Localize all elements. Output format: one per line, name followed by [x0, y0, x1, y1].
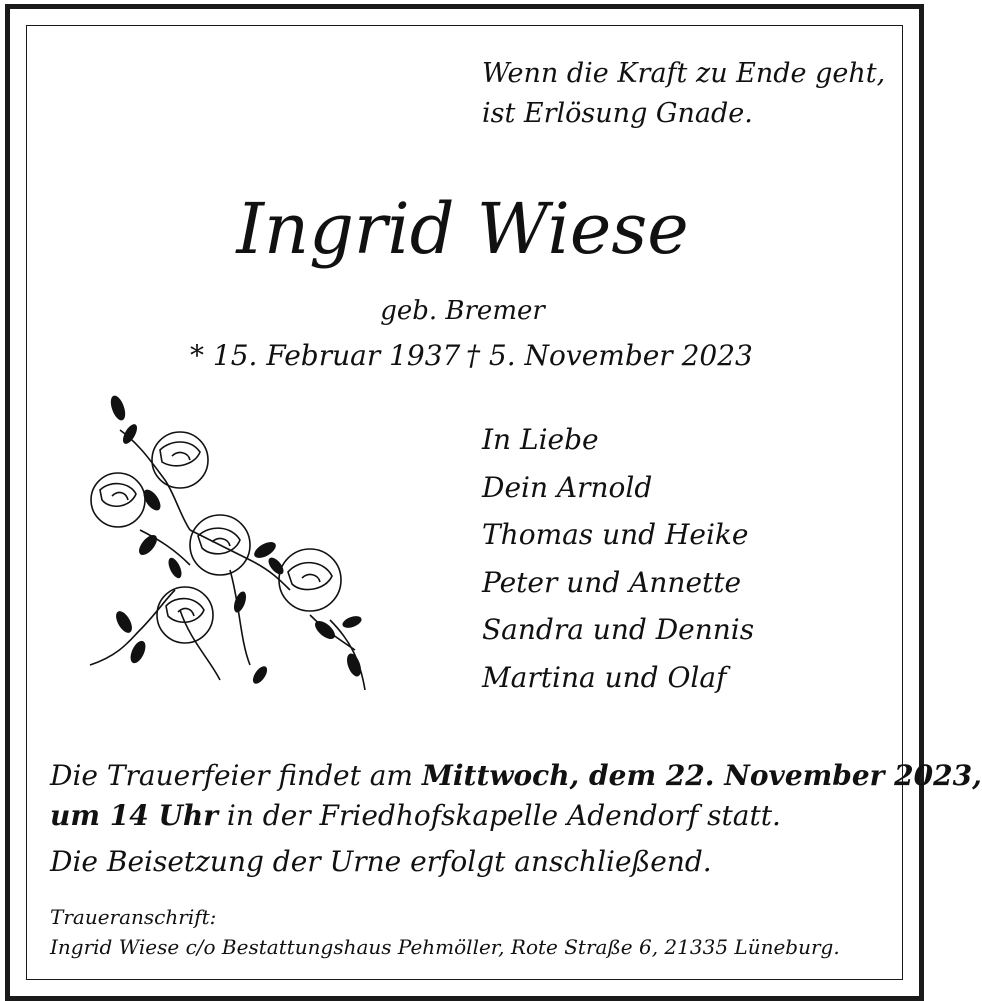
- mourning-address: Ingrid Wiese c/o Bestattungshaus Pehmöller, Rote Straße 6, 21335 Lüneburg.: [50, 935, 840, 959]
- motto-line-2: ist Erlösung Gnade.: [482, 98, 753, 129]
- maiden-name: geb. Bremer: [380, 296, 545, 326]
- deceased-name: Ingrid Wiese: [236, 188, 689, 270]
- mourner-line: Peter und Annette: [482, 565, 742, 599]
- mourner-line: Martina und Olaf: [482, 660, 727, 694]
- mourner-line: Dein Arnold: [482, 470, 653, 504]
- motto-line-1: Wenn die Kraft zu Ende geht,: [482, 58, 886, 89]
- ceremony-line-2: [50, 796, 982, 836]
- mourner-line: Thomas und Heike: [482, 518, 749, 552]
- roses-illustration-icon: [80, 390, 380, 710]
- ceremony-day: Mittwoch, dem 22. November: [421, 759, 885, 792]
- mourner-line: Sandra und Dennis: [482, 613, 755, 647]
- address-label: Traueranschrift:: [50, 905, 217, 929]
- death-date: † 5. November 2023: [466, 339, 753, 372]
- birth-date: * 15. Februar 1937: [190, 339, 461, 372]
- ceremony-time: um 14 Uhr: [50, 799, 218, 832]
- mourner-line: In Liebe: [482, 423, 599, 456]
- ceremony-year: 2023,: [884, 759, 982, 792]
- mourners-list: [482, 416, 754, 702]
- ceremony-text: Die Trauerfeier findet am: [50, 759, 422, 792]
- ceremony-location: in der Friedhofskapelle Adendorf statt.: [217, 799, 781, 832]
- ceremony-notice: [50, 756, 982, 836]
- motto: [482, 54, 885, 134]
- burial-notice: Die Beisetzung der Urne erfolgt anschließend.: [50, 845, 712, 878]
- ceremony-line-1: [50, 756, 982, 796]
